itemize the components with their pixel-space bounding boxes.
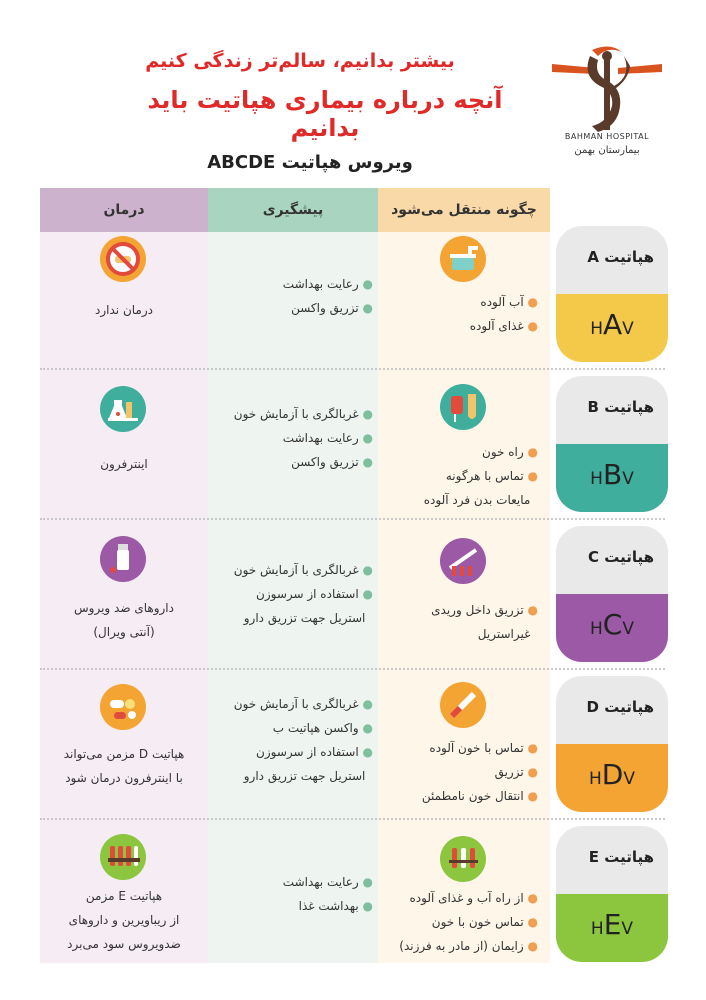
column-header-prevention: پیشگیری (208, 188, 378, 232)
badge-code: HBV (590, 458, 634, 491)
badge-name: هپاتیت (604, 848, 654, 866)
water-tap-icon (440, 236, 486, 282)
treatment-text-b: اینترفرون (100, 457, 148, 471)
syringe-tubes-icon (440, 538, 486, 584)
treatment-text-d: هپاتیت D مزمن می‌تواند با اینترفرون درمان شود (63, 747, 185, 785)
badge-code: HCV (590, 608, 634, 641)
badge-letter: C (587, 548, 599, 566)
badge-name: هپاتیت (604, 698, 654, 716)
no-medicine-icon (100, 236, 146, 282)
blood-bag-icon (440, 384, 486, 430)
hepatitis-c-badge (556, 526, 668, 662)
badge-letter: B (587, 398, 599, 416)
treatment-text-a: درمان ندارد (95, 303, 153, 317)
row-divider (40, 668, 665, 670)
treatment-text-e: هپاتیت E مزمن از ریباویرین و داروهای ضدویروس سود می‌برد (67, 889, 181, 951)
transmission-list-e: ● از راه آب و غذای آلوده ● تماس خون با خون ● زایمان (از مادر به فرزند) (399, 891, 538, 953)
row-divider (40, 518, 665, 520)
prevention-list-c: ● غربالگری با آزمایش خون ● استفاده از سرسوزن استریل جهت تزریق دارو (233, 563, 373, 625)
logo-persian-label: بیمارستان بهمن (574, 145, 640, 156)
transmission-list-b: ● راه خون ● تماس با هرگونه مایعات بدن فرد آلوده (423, 445, 538, 507)
prevention-list-e: ● رعایت بهداشت ● بهداشت غذا (282, 875, 373, 913)
hepatitis-e-badge (556, 826, 668, 962)
prevention-list-b: ● غربالگری با آزمایش خون ● رعایت بهداشت ● تزریق واکسن (233, 407, 373, 469)
column-header-transmission: چگونه منتقل می‌شود (378, 188, 550, 232)
treatment-text-c: داروهای ضد ویروس (آنتی ویرال) (74, 601, 174, 639)
badge-letter: D (586, 698, 599, 716)
logo-english-label: BAHMAN HOSPITAL (564, 132, 650, 141)
badge-code: HAV (590, 308, 634, 341)
headline-subtitle: بیشتر بدانیم، سالم‌تر زندگی کنیم (145, 50, 455, 72)
hepatitis-a-badge (556, 226, 668, 362)
column-header-treatment: درمان (40, 188, 208, 232)
row-divider (40, 368, 665, 370)
syringe-icon (440, 682, 486, 728)
badge-name: هپاتیت (604, 398, 654, 416)
transmission-list-a: ● آب آلوده ● غذای آلوده (469, 295, 538, 333)
prevention-list-a: ● رعایت بهداشت ● تزریق واکسن (282, 277, 373, 315)
hepatitis-d-badge (556, 676, 668, 812)
badge-code: HDV (589, 758, 635, 791)
test-tubes-icon (440, 836, 486, 882)
badge-letter: E (588, 848, 599, 866)
badge-name: هپاتیت (604, 548, 654, 566)
lab-flask-icon (100, 386, 146, 432)
badge-name: هپاتیت (604, 248, 654, 266)
prevention-list-d: ● غربالگری با آزمایش خون ● واکسن هپاتیت ب ● استفاده از سرسوزن استریل جهت تزریق دارو (233, 697, 373, 783)
pill-bottle-icon (100, 536, 146, 582)
transmission-list-c: ● تزریق داخل وریدی غیراستریل (431, 603, 538, 641)
badge-letter: A (587, 248, 599, 266)
pills-icon (100, 684, 146, 730)
row-divider (40, 818, 665, 820)
transmission-list-d: ● تماس با خون آلوده ● تزریق ● انتقال خون نامطمئن (421, 741, 538, 803)
hepatitis-b-badge (556, 376, 668, 512)
test-tube-rack-icon (100, 834, 146, 880)
hospital-logo-icon (552, 42, 662, 162)
headline-title: آنچه درباره بیماری هپاتیت باید بدانیم (147, 86, 503, 142)
section-title: ویروس هپاتیت ABCDE (207, 152, 413, 173)
badge-code: HEV (590, 908, 634, 941)
